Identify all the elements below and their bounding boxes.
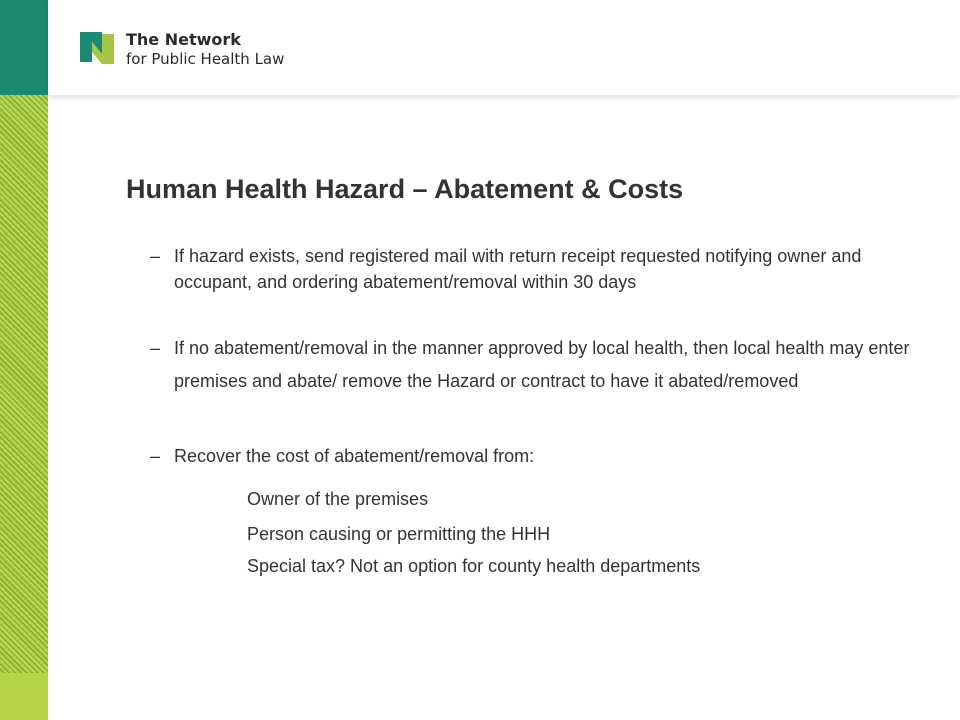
slide-title: Human Health Hazard – Abatement & Costs — [126, 174, 684, 204]
bullet-recover-cost — [150, 443, 910, 469]
bullet-enter-premises — [150, 332, 910, 398]
bullet-text: If no abatement/removal in the manner approved by local health, then local health may enter premises and abate/ remove the Hazard or contract to have it abated/removed — [174, 338, 910, 391]
network-n-logo-icon — [78, 28, 116, 68]
bullet-dash: – — [150, 338, 161, 358]
bullet-notify — [150, 243, 910, 295]
bullet-dash: – — [150, 246, 161, 266]
sub-item-owner: Owner of the premises — [247, 489, 429, 509]
left-band-green — [0, 673, 48, 720]
sub-item-person: Person causing or permitting the HHH — [247, 524, 551, 544]
bullet-dash: – — [150, 446, 161, 466]
sub-item-special-tax: Special tax? Not an option for county health departments — [247, 556, 701, 576]
bullet-text: Recover the cost of abatement/removal from: — [174, 446, 535, 466]
bullet-text: If hazard exists, send registered mail with return receipt requested notifying owner and occupant, and ordering abatement/removal within 30 days — [174, 246, 862, 292]
left-band-teal — [0, 0, 48, 95]
left-band-stripes — [0, 95, 48, 673]
brand-name-line1: The Network — [126, 30, 241, 49]
brand-name-line2: for Public Health Law — [126, 50, 285, 68]
